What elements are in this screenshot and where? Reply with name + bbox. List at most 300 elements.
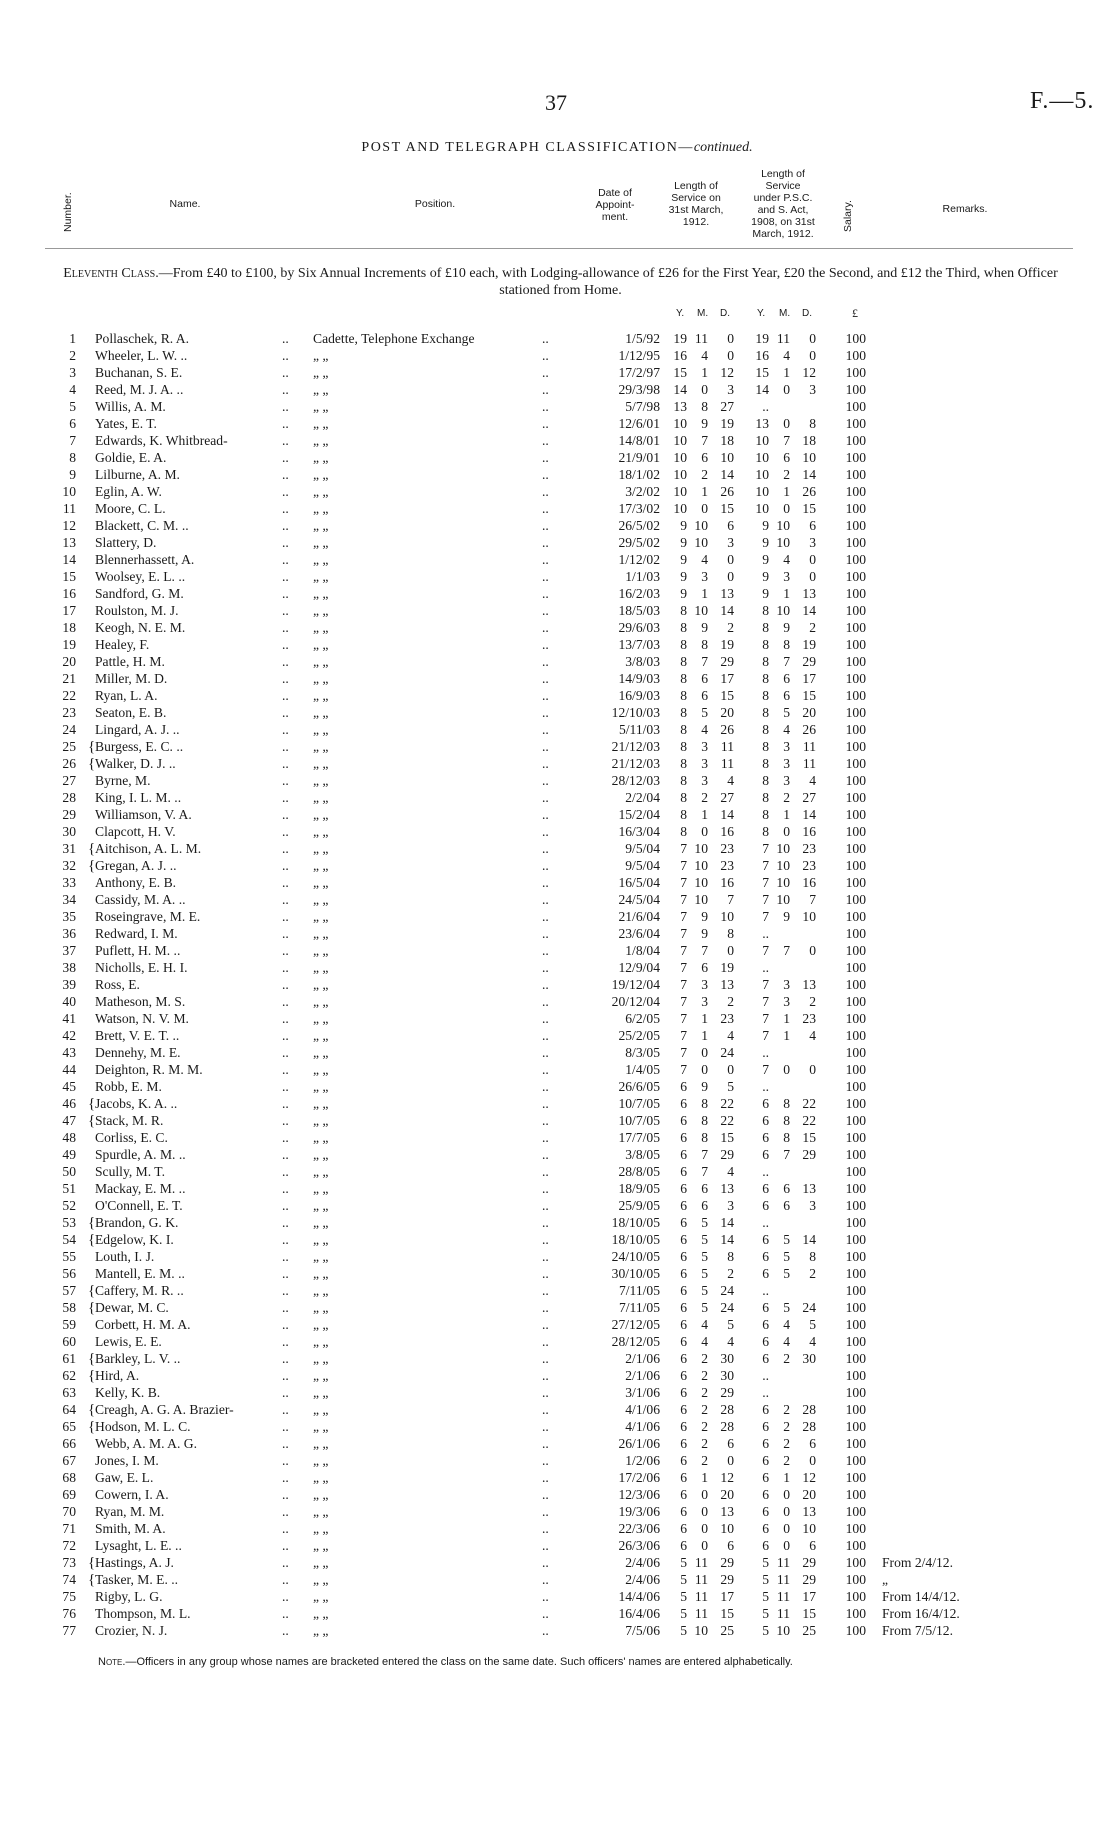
leader-dots: .. bbox=[282, 1521, 289, 1536]
officer-position: „ „ bbox=[313, 909, 329, 924]
officer-name: Tasker, M. E. .. bbox=[95, 1572, 179, 1587]
psc-service-days: 23 bbox=[802, 841, 816, 856]
officer-name: Gregan, A. J. .. bbox=[95, 858, 177, 873]
row-number: 27 bbox=[62, 773, 76, 788]
appointment-date: 29/3/98 bbox=[618, 382, 660, 397]
leader-dots: .. bbox=[542, 467, 549, 482]
psc-service-months: 10 bbox=[776, 535, 790, 550]
psc-service-days: 15 bbox=[802, 1130, 816, 1145]
leader-dots: .. bbox=[282, 1300, 289, 1315]
officer-position: „ „ bbox=[313, 1487, 329, 1502]
psc-service-days: 6 bbox=[809, 1436, 816, 1451]
row-number: 74 bbox=[62, 1572, 76, 1587]
service-months: 9 bbox=[701, 620, 708, 635]
salary-value: 100 bbox=[845, 501, 866, 516]
officer-name: Robb, E. M. bbox=[95, 1079, 162, 1094]
service-days: 30 bbox=[720, 1368, 734, 1383]
psc-service-days: 30 bbox=[802, 1351, 816, 1366]
leader-dots: .. bbox=[542, 1385, 549, 1400]
salary-value: 100 bbox=[845, 1538, 866, 1553]
officer-name: O'Connell, E. T. bbox=[95, 1198, 183, 1213]
salary-value: 100 bbox=[845, 1181, 866, 1196]
service-days: 10 bbox=[720, 1521, 734, 1536]
row-number: 63 bbox=[62, 1385, 76, 1400]
officer-name: Ryan, M. M. bbox=[95, 1504, 165, 1519]
service-years: 6 bbox=[680, 1538, 687, 1553]
psc-service-days: 20 bbox=[802, 705, 816, 720]
psc-service-years: 19 bbox=[755, 331, 769, 346]
row-number: 67 bbox=[62, 1453, 76, 1468]
service-years: 6 bbox=[680, 1300, 687, 1315]
leader-dots: .. bbox=[282, 1011, 289, 1026]
salary-value: 100 bbox=[845, 688, 866, 703]
officer-name: Willis, A. M. bbox=[95, 399, 166, 414]
leader-dots: .. bbox=[542, 1538, 549, 1553]
service-months: 10 bbox=[694, 858, 708, 873]
table-row bbox=[0, 1249, 1114, 1266]
psc-service-years: 9 bbox=[762, 552, 769, 567]
row-number: 10 bbox=[62, 484, 76, 499]
psc-service-months: 11 bbox=[776, 1555, 790, 1570]
officer-position: „ „ bbox=[313, 1232, 329, 1247]
table-row bbox=[0, 1470, 1114, 1487]
service-months: 1 bbox=[701, 1028, 708, 1043]
appointment-date: 18/10/05 bbox=[611, 1215, 660, 1230]
appointment-date: 30/10/05 bbox=[611, 1266, 660, 1281]
officer-name: Brett, V. E. T. .. bbox=[95, 1028, 180, 1043]
group-bracket: { bbox=[88, 1368, 96, 1384]
psc-service-years: 6 bbox=[762, 1249, 769, 1264]
leader-dots: .. bbox=[282, 1215, 289, 1230]
psc-header-line: Service bbox=[765, 180, 801, 192]
appointment-date: 2/1/06 bbox=[625, 1368, 660, 1383]
leader-dots: .. bbox=[542, 552, 549, 567]
table-row bbox=[0, 365, 1114, 382]
group-bracket: { bbox=[88, 1113, 96, 1129]
row-number: 68 bbox=[62, 1470, 76, 1485]
officer-name: Williamson, V. A. bbox=[95, 807, 192, 822]
leader-dots: .. bbox=[282, 1436, 289, 1451]
appointment-date: 2/4/06 bbox=[625, 1555, 660, 1570]
psc-service-years: 6 bbox=[762, 1521, 769, 1536]
column-header-number: Number. bbox=[62, 192, 74, 232]
officer-name: Blennerhassett, A. bbox=[95, 552, 195, 567]
officer-name: Pattle, H. M. bbox=[95, 654, 165, 669]
officer-name: Smith, M. A. bbox=[95, 1521, 166, 1536]
leader-dots: .. bbox=[282, 348, 289, 363]
leader-dots: .. bbox=[282, 1317, 289, 1332]
salary-value: 100 bbox=[845, 1436, 866, 1451]
officer-name: Kelly, K. B. bbox=[95, 1385, 161, 1400]
service-header-line: Service on bbox=[671, 192, 721, 204]
leader-dots: .. bbox=[282, 603, 289, 618]
psc-service-months: 10 bbox=[776, 875, 790, 890]
officer-name: Moore, C. L. bbox=[95, 501, 166, 516]
service-days: 14 bbox=[720, 603, 734, 618]
leader-dots: .. bbox=[542, 518, 549, 533]
leader-dots: .. bbox=[542, 1436, 549, 1451]
leader-dots: .. bbox=[282, 1351, 289, 1366]
service-years: 10 bbox=[673, 484, 687, 499]
officer-name: Eglin, A. W. bbox=[95, 484, 162, 499]
psc-service-years: .. bbox=[762, 1045, 769, 1060]
officer-name: Barkley, L. V. .. bbox=[95, 1351, 181, 1366]
table-row bbox=[0, 994, 1114, 1011]
column-header-psc-service bbox=[740, 168, 826, 240]
table-row bbox=[0, 1045, 1114, 1062]
officer-position: „ „ bbox=[313, 1164, 329, 1179]
psc-service-years: 8 bbox=[762, 807, 769, 822]
officer-position: „ „ bbox=[313, 603, 329, 618]
salary-value: 100 bbox=[845, 1487, 866, 1502]
psc-service-months: 0 bbox=[783, 382, 790, 397]
row-number: 59 bbox=[62, 1317, 76, 1332]
service-days: 22 bbox=[720, 1096, 734, 1111]
salary-value: 100 bbox=[845, 399, 866, 414]
row-number: 34 bbox=[62, 892, 76, 907]
officer-position: „ „ bbox=[313, 365, 329, 380]
appointment-date: 16/4/06 bbox=[618, 1606, 660, 1621]
officer-name: Ryan, L. A. bbox=[95, 688, 158, 703]
service-years: 7 bbox=[680, 909, 687, 924]
row-number: 69 bbox=[62, 1487, 76, 1502]
service-days: 23 bbox=[720, 1011, 734, 1026]
psc-service-years: 10 bbox=[755, 450, 769, 465]
service-months: 4 bbox=[701, 348, 708, 363]
psc-service-days: 4 bbox=[809, 1028, 816, 1043]
appointment-date: 9/5/04 bbox=[625, 858, 660, 873]
row-number: 65 bbox=[62, 1419, 76, 1434]
officer-position: „ „ bbox=[313, 535, 329, 550]
row-number: 12 bbox=[62, 518, 76, 533]
appointment-date: 14/8/01 bbox=[618, 433, 660, 448]
psc-service-days: 2 bbox=[809, 620, 816, 635]
service-days: 18 bbox=[720, 433, 734, 448]
psc-service-months: 7 bbox=[783, 433, 790, 448]
psc-service-months: 6 bbox=[783, 1181, 790, 1196]
appointment-date: 1/4/05 bbox=[625, 1062, 660, 1077]
table-row bbox=[0, 1096, 1114, 1113]
service-years: 7 bbox=[680, 875, 687, 890]
service-years: 14 bbox=[673, 382, 687, 397]
officer-name: Jones, I. M. bbox=[95, 1453, 159, 1468]
table-row bbox=[0, 1419, 1114, 1436]
service-days: 8 bbox=[727, 926, 734, 941]
table-row bbox=[0, 977, 1114, 994]
psc-service-months: 10 bbox=[776, 518, 790, 533]
officer-position: „ „ bbox=[313, 1130, 329, 1145]
service-days: 5 bbox=[727, 1317, 734, 1332]
service-days: 11 bbox=[720, 756, 734, 771]
service-years: 6 bbox=[680, 1164, 687, 1179]
psc-service-months: 2 bbox=[783, 1453, 790, 1468]
psc-service-years: 7 bbox=[762, 892, 769, 907]
leader-dots: .. bbox=[282, 977, 289, 992]
service-days: 13 bbox=[720, 1181, 734, 1196]
row-number: 35 bbox=[62, 909, 76, 924]
service-years: 8 bbox=[680, 705, 687, 720]
service-days: 4 bbox=[727, 773, 734, 788]
officer-position: „ „ bbox=[313, 824, 329, 839]
service-days: 23 bbox=[720, 841, 734, 856]
salary-value: 100 bbox=[845, 1470, 866, 1485]
officer-position: „ „ bbox=[313, 620, 329, 635]
leader-dots: .. bbox=[282, 467, 289, 482]
psc-service-years: 10 bbox=[755, 484, 769, 499]
leader-dots: .. bbox=[542, 1266, 549, 1281]
psc-service-days: 28 bbox=[802, 1419, 816, 1434]
service-months: 4 bbox=[701, 1317, 708, 1332]
leader-dots: .. bbox=[282, 705, 289, 720]
row-number: 11 bbox=[62, 501, 76, 516]
service-years: 9 bbox=[680, 586, 687, 601]
psc-service-days: 4 bbox=[809, 773, 816, 788]
psc-service-months: 3 bbox=[783, 756, 790, 771]
service-days: 20 bbox=[720, 705, 734, 720]
service-months: 0 bbox=[701, 1521, 708, 1536]
service-days: 7 bbox=[727, 892, 734, 907]
salary-value: 100 bbox=[845, 1249, 866, 1264]
row-number: 37 bbox=[62, 943, 76, 958]
appointment-date: 9/5/04 bbox=[625, 841, 660, 856]
footnote-label: Note. bbox=[98, 1656, 126, 1668]
leader-dots: .. bbox=[282, 569, 289, 584]
service-years: 6 bbox=[680, 1232, 687, 1247]
appointment-date: 26/1/06 bbox=[618, 1436, 660, 1451]
officer-name: Puflett, H. M. .. bbox=[95, 943, 181, 958]
row-number: 17 bbox=[62, 603, 76, 618]
psc-service-days: 20 bbox=[802, 1487, 816, 1502]
psc-service-years: 14 bbox=[755, 382, 769, 397]
table-row bbox=[0, 1572, 1114, 1589]
salary-value: 100 bbox=[845, 1028, 866, 1043]
remarks-text: From 7/5/12. bbox=[882, 1623, 953, 1638]
officer-name: Roulston, M. J. bbox=[95, 603, 179, 618]
leader-dots: .. bbox=[282, 824, 289, 839]
leader-dots: .. bbox=[282, 1232, 289, 1247]
service-months: 5 bbox=[701, 1283, 708, 1298]
leader-dots: .. bbox=[282, 365, 289, 380]
leader-dots: .. bbox=[282, 535, 289, 550]
salary-value: 100 bbox=[845, 1351, 866, 1366]
officer-position: „ „ bbox=[313, 1028, 329, 1043]
psc-service-months: 4 bbox=[783, 722, 790, 737]
salary-value: 100 bbox=[845, 433, 866, 448]
unit-days-2: D. bbox=[802, 308, 812, 319]
column-header-remarks: Remarks. bbox=[942, 203, 988, 215]
appointment-date: 26/5/02 bbox=[618, 518, 660, 533]
service-months: 7 bbox=[701, 1147, 708, 1162]
row-number: 22 bbox=[62, 688, 76, 703]
row-number: 7 bbox=[69, 433, 76, 448]
service-months: 0 bbox=[701, 1062, 708, 1077]
service-years: 6 bbox=[680, 1147, 687, 1162]
appointment-date: 7/5/06 bbox=[625, 1623, 660, 1638]
appointment-date: 5/11/03 bbox=[618, 722, 660, 737]
leader-dots: .. bbox=[282, 1538, 289, 1553]
leader-dots: .. bbox=[542, 1079, 549, 1094]
psc-service-months: 7 bbox=[783, 1147, 790, 1162]
table-row bbox=[0, 1232, 1114, 1249]
psc-service-years: 8 bbox=[762, 739, 769, 754]
psc-service-months: 8 bbox=[783, 1113, 790, 1128]
leader-dots: .. bbox=[282, 518, 289, 533]
psc-service-years: 8 bbox=[762, 688, 769, 703]
psc-service-months: 10 bbox=[776, 1623, 790, 1638]
leader-dots: .. bbox=[542, 994, 549, 1009]
psc-service-days: 7 bbox=[809, 892, 816, 907]
leader-dots: .. bbox=[542, 1215, 549, 1230]
officer-position: „ „ bbox=[313, 705, 329, 720]
row-number: 21 bbox=[62, 671, 76, 686]
officer-position: „ „ bbox=[313, 1538, 329, 1553]
psc-service-years: .. bbox=[762, 960, 769, 975]
leader-dots: .. bbox=[542, 569, 549, 584]
service-months: 11 bbox=[694, 331, 708, 346]
service-months: 8 bbox=[701, 1113, 708, 1128]
psc-service-years: 13 bbox=[755, 416, 769, 431]
psc-service-months: 9 bbox=[783, 909, 790, 924]
service-years: 7 bbox=[680, 994, 687, 1009]
appointment-date: 15/2/04 bbox=[618, 807, 660, 822]
leader-dots: .. bbox=[542, 433, 549, 448]
table-row bbox=[0, 773, 1114, 790]
service-months: 7 bbox=[701, 1164, 708, 1179]
service-months: 1 bbox=[701, 586, 708, 601]
service-months: 0 bbox=[701, 1538, 708, 1553]
appointment-date: 17/3/02 bbox=[618, 501, 660, 516]
leader-dots: .. bbox=[542, 1249, 549, 1264]
leader-dots: .. bbox=[282, 501, 289, 516]
service-years: 9 bbox=[680, 518, 687, 533]
row-number: 18 bbox=[62, 620, 76, 635]
psc-service-days: 28 bbox=[802, 1402, 816, 1417]
psc-service-months: 1 bbox=[783, 1028, 790, 1043]
salary-value: 100 bbox=[845, 1283, 866, 1298]
service-years: 5 bbox=[680, 1623, 687, 1638]
officer-name: Edgelow, K. I. bbox=[95, 1232, 174, 1247]
remarks-text: From 14/4/12. bbox=[882, 1589, 960, 1604]
psc-service-years: 6 bbox=[762, 1351, 769, 1366]
salary-value: 100 bbox=[845, 1096, 866, 1111]
row-number: 38 bbox=[62, 960, 76, 975]
appointment-date: 23/6/04 bbox=[618, 926, 660, 941]
psc-service-years: 6 bbox=[762, 1232, 769, 1247]
psc-service-months: 4 bbox=[783, 1334, 790, 1349]
psc-service-days: 12 bbox=[802, 365, 816, 380]
psc-header-line: and S. Act, bbox=[757, 204, 809, 216]
appointment-date: 1/12/95 bbox=[618, 348, 660, 363]
leader-dots: .. bbox=[282, 552, 289, 567]
psc-service-days: 8 bbox=[809, 1249, 816, 1264]
leader-dots: .. bbox=[542, 365, 549, 380]
leader-dots: .. bbox=[282, 1079, 289, 1094]
row-number: 48 bbox=[62, 1130, 76, 1145]
service-years: 7 bbox=[680, 841, 687, 856]
psc-service-years: 9 bbox=[762, 569, 769, 584]
psc-service-years: 5 bbox=[762, 1589, 769, 1604]
table-row bbox=[0, 790, 1114, 807]
service-days: 5 bbox=[727, 1079, 734, 1094]
service-months: 5 bbox=[701, 1215, 708, 1230]
psc-service-years: .. bbox=[762, 1215, 769, 1230]
leader-dots: .. bbox=[282, 1096, 289, 1111]
service-days: 0 bbox=[727, 348, 734, 363]
service-days: 0 bbox=[727, 552, 734, 567]
remarks-text: From 16/4/12. bbox=[882, 1606, 960, 1621]
service-days: 15 bbox=[720, 688, 734, 703]
psc-service-days: 13 bbox=[802, 1504, 816, 1519]
table-row bbox=[0, 909, 1114, 926]
table-row bbox=[0, 433, 1114, 450]
officer-position: „ „ bbox=[313, 977, 329, 992]
salary-value: 100 bbox=[845, 1606, 866, 1621]
psc-service-months: 6 bbox=[783, 671, 790, 686]
psc-service-days: 15 bbox=[802, 1606, 816, 1621]
officer-position: „ „ bbox=[313, 1385, 329, 1400]
row-number: 19 bbox=[62, 637, 76, 652]
officer-name: Keogh, N. E. M. bbox=[95, 620, 186, 635]
table-row bbox=[0, 1368, 1114, 1385]
psc-service-days: 12 bbox=[802, 1470, 816, 1485]
psc-service-years: 6 bbox=[762, 1130, 769, 1145]
appointment-date: 24/5/04 bbox=[618, 892, 660, 907]
leader-dots: .. bbox=[542, 1334, 549, 1349]
appointment-date: 16/5/04 bbox=[618, 875, 660, 890]
officer-name: Lewis, E. E. bbox=[95, 1334, 162, 1349]
table-row bbox=[0, 348, 1114, 365]
psc-service-years: 6 bbox=[762, 1402, 769, 1417]
table-row bbox=[0, 943, 1114, 960]
officer-position: „ „ bbox=[313, 1453, 329, 1468]
leader-dots: .. bbox=[542, 1470, 549, 1485]
document-reference: F.—5. bbox=[1030, 88, 1095, 114]
remarks-text: „ bbox=[882, 1572, 889, 1587]
salary-value: 100 bbox=[845, 1147, 866, 1162]
row-number: 51 bbox=[62, 1181, 76, 1196]
service-months: 10 bbox=[694, 535, 708, 550]
psc-service-months: 1 bbox=[783, 1011, 790, 1026]
officer-position: „ „ bbox=[313, 1079, 329, 1094]
table-row bbox=[0, 586, 1114, 603]
salary-value: 100 bbox=[845, 535, 866, 550]
leader-dots: .. bbox=[542, 586, 549, 601]
psc-service-years: 6 bbox=[762, 1198, 769, 1213]
appointment-date: 7/11/05 bbox=[618, 1283, 660, 1298]
leader-dots: .. bbox=[282, 399, 289, 414]
service-months: 8 bbox=[701, 1096, 708, 1111]
service-days: 14 bbox=[720, 807, 734, 822]
psc-service-days: 10 bbox=[802, 450, 816, 465]
psc-service-months: 3 bbox=[783, 773, 790, 788]
salary-value: 100 bbox=[845, 1198, 866, 1213]
officer-position: „ „ bbox=[313, 722, 329, 737]
psc-service-years: 7 bbox=[762, 1028, 769, 1043]
service-months: 6 bbox=[701, 1198, 708, 1213]
psc-service-months: 3 bbox=[783, 977, 790, 992]
leader-dots: .. bbox=[282, 671, 289, 686]
table-row bbox=[0, 705, 1114, 722]
service-years: 8 bbox=[680, 824, 687, 839]
leader-dots: .. bbox=[542, 1300, 549, 1315]
officer-name: Caffery, M. R. .. bbox=[95, 1283, 184, 1298]
row-number: 57 bbox=[62, 1283, 76, 1298]
service-days: 13 bbox=[720, 586, 734, 601]
officer-name: Anthony, E. B. bbox=[95, 875, 177, 890]
psc-service-months: 2 bbox=[783, 1436, 790, 1451]
service-months: 7 bbox=[701, 654, 708, 669]
row-number: 46 bbox=[62, 1096, 76, 1111]
